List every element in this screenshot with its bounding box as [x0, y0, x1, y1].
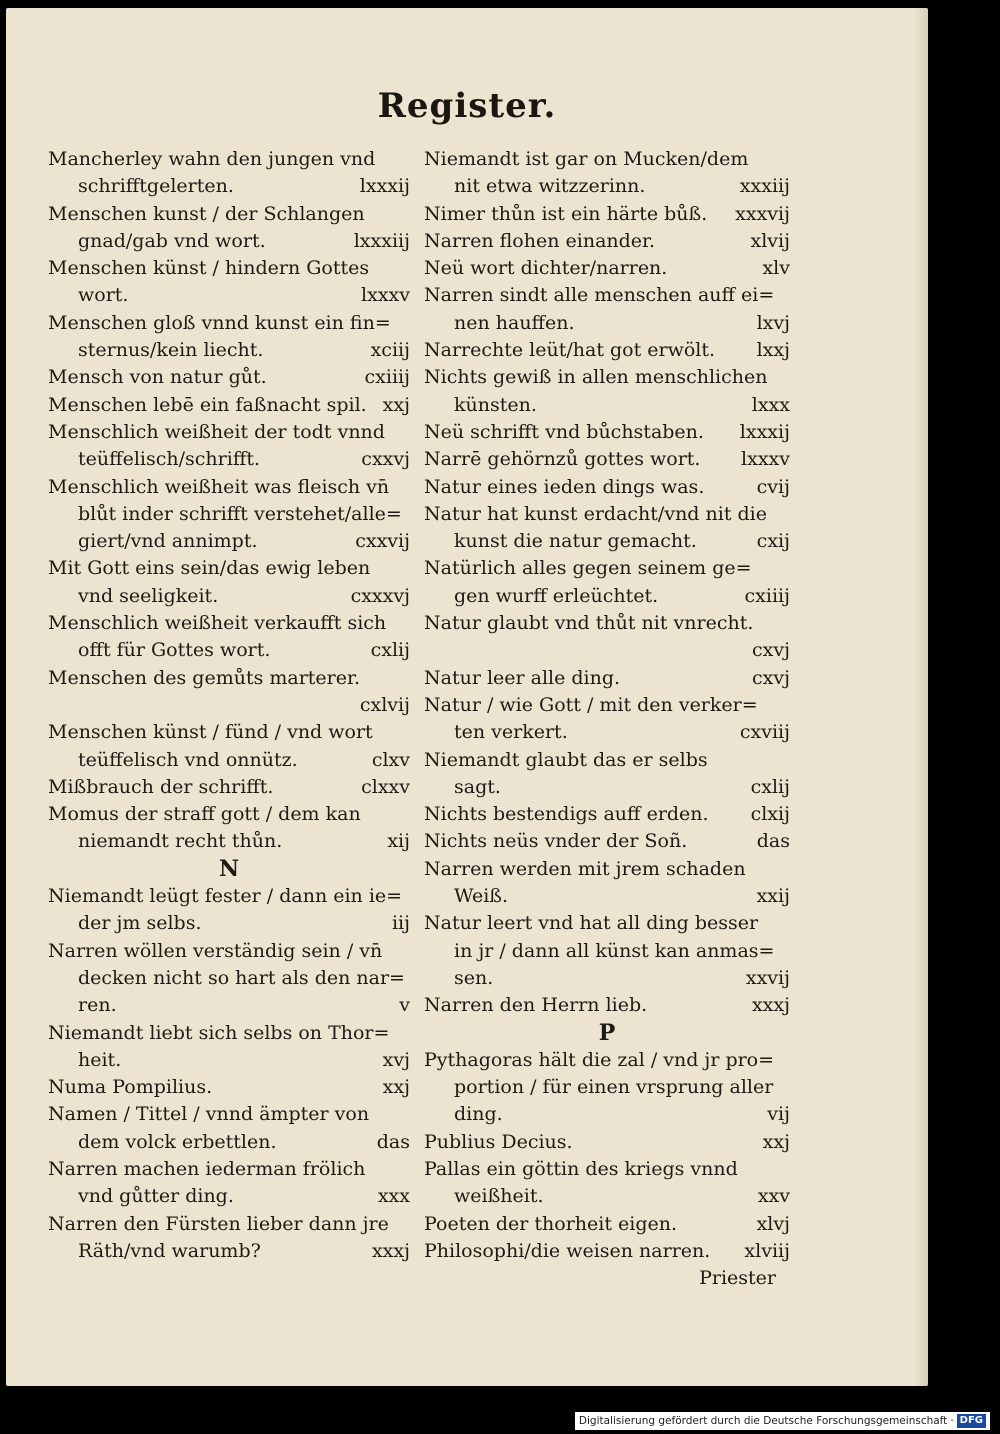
entry-text: Niemandt leügt fester / dann ein ie=: [48, 885, 403, 908]
book-page: [6, 8, 928, 1386]
folio-number: clxxv: [361, 775, 410, 798]
entry-text: Philosophi/die weisen narren.: [424, 1239, 711, 1262]
folio-number: lxxxij: [359, 175, 410, 198]
register-entry: [424, 337, 790, 364]
entry-text: vnd gůtter ding.: [78, 1185, 234, 1208]
register-entry: [424, 637, 790, 664]
folio-number: lxxxiij: [353, 229, 410, 252]
register-entry: [48, 173, 410, 200]
register-entry: [424, 1238, 790, 1265]
register-entry: [48, 747, 410, 774]
entry-text: ren.: [78, 994, 117, 1017]
register-entry: [424, 146, 790, 173]
register-entry: [48, 1183, 410, 1210]
entry-text: offt für Gottes wort.: [78, 639, 271, 662]
entry-text: Menschen künst / fünd / vnd wort: [48, 721, 373, 744]
register-entry: [424, 610, 790, 637]
entry-text: Niemandt liebt sich selbs on Thor=: [48, 1021, 390, 1044]
entry-text: dem volck erbettlen.: [78, 1130, 277, 1153]
register-entry: [424, 501, 790, 528]
register-entry: [424, 910, 790, 937]
folio-number: xxj: [382, 393, 410, 416]
entry-text: Natur hat kunst erdacht/vnd nit die: [424, 502, 767, 525]
folio-number: das: [756, 830, 790, 853]
register-entry: [424, 528, 790, 555]
register-entry: [48, 992, 410, 1019]
entry-text: schrifftgelerten.: [78, 175, 234, 198]
folio-number: xxj: [382, 1076, 410, 1099]
entry-text: Narrē gehörnzů gottes wort.: [424, 448, 701, 471]
entry-text: ten verkert.: [454, 721, 568, 744]
register-entry: [424, 201, 790, 228]
register-entry: [424, 774, 790, 801]
entry-text: Pythagoras hält die zal / vnd jr pro=: [424, 1048, 775, 1071]
folio-number: xxxvij: [735, 202, 790, 225]
register-entry: [48, 965, 410, 992]
folio-number: cxlvij: [359, 693, 410, 716]
entry-text: Pallas ein göttin des kriegs vnnd: [424, 1157, 738, 1180]
folio-number: xxx: [377, 1185, 410, 1208]
entry-text: P: [598, 1019, 616, 1046]
folio-number: lxxxij: [739, 420, 790, 443]
register-entry: [424, 883, 790, 910]
entry-text: weißheit.: [454, 1185, 544, 1208]
register-entry: [48, 637, 410, 664]
entry-text: Räth/vnd warumb?: [78, 1239, 261, 1262]
register-entry: [48, 938, 410, 965]
entry-text: Niemandt glaubt das er selbs: [424, 748, 708, 771]
folio-number: lxxj: [756, 339, 790, 362]
register-entry: [424, 310, 790, 337]
register-entry: [48, 1047, 410, 1074]
folio-number: v: [399, 994, 410, 1017]
folio-number: xxxj: [751, 994, 790, 1017]
entry-text: Menschlich weißheit der todt vnnd: [48, 420, 385, 443]
register-entry: [48, 310, 410, 337]
folio-number: cxxvj: [361, 448, 410, 471]
register-entry: [48, 446, 410, 473]
entry-text: Natur eines ieden dings was.: [424, 475, 705, 498]
entry-text: Narren wöllen verständig sein / vn̄: [48, 939, 383, 962]
entry-text: Narren werden mit jrem schaden: [424, 857, 746, 880]
register-entry: [48, 1211, 410, 1238]
entry-text: Menschen künst / hindern Gottes: [48, 257, 370, 280]
folio-number: vij: [767, 1103, 790, 1126]
register-entry: [424, 1047, 790, 1074]
register-entry: [424, 665, 790, 692]
entry-text: Poeten der thorheit eigen.: [424, 1212, 678, 1235]
entry-text: Menschlich weißheit verkaufft sich: [48, 612, 387, 635]
register-entry: [424, 1074, 790, 1101]
register-entry: [424, 801, 790, 828]
folio-number: xciij: [370, 339, 410, 362]
entry-text: Menschlich weißheit was fleisch vn̄: [48, 475, 390, 498]
entry-text: Momus der straff gott / dem kan: [48, 803, 361, 826]
folio-number: clxij: [750, 803, 790, 826]
entry-text: vnd seeligkeit.: [78, 584, 219, 607]
entry-text: sagt.: [454, 775, 501, 798]
entry-text: Neü schrifft vnd bůchstaben.: [424, 420, 704, 443]
entry-text: der jm selbs.: [78, 912, 202, 935]
section-letter: [424, 1020, 790, 1047]
entry-text: blůt inder schrifft verstehet/alle=: [78, 502, 402, 525]
entry-text: decken nicht so hart als den nar=: [78, 966, 405, 989]
register-entry: [48, 828, 410, 855]
entry-text: künsten.: [454, 393, 537, 416]
register-entry: [424, 1183, 790, 1210]
folio-number: xxvij: [745, 966, 790, 989]
register-entry: [424, 938, 790, 965]
register-entry: [424, 992, 790, 1019]
register-entry: [48, 555, 410, 582]
register-entry: [424, 282, 790, 309]
folio-number: xlvij: [750, 229, 790, 252]
entry-text: Publius Decius.: [424, 1130, 573, 1153]
register-entry: [48, 665, 410, 692]
folio-number: lxxxv: [741, 448, 790, 471]
entry-text: sen.: [454, 966, 494, 989]
entry-text: Natur leer alle ding.: [424, 666, 621, 689]
entry-text: Neü wort dichter/narren.: [424, 257, 668, 280]
entry-text: Nichts gewiß in allen menschlichen: [424, 366, 768, 389]
dfg-logo: DFG: [957, 1414, 986, 1428]
entry-text: Natur / wie Gott / mit den verker=: [424, 693, 758, 716]
register-entry: [424, 747, 790, 774]
register-entry: [424, 1129, 790, 1156]
register-entry: [424, 1156, 790, 1183]
footer-credit: Digitalisierung gefördert durch die Deutsche Forschungsgemeinschaft · DFG: [575, 1412, 990, 1430]
page-title: Register.: [377, 86, 557, 126]
entry-text: wort.: [78, 284, 129, 307]
register-entry: [48, 255, 410, 282]
folio-number: cxlij: [750, 775, 790, 798]
register-entry: [48, 228, 410, 255]
entry-text: niemandt recht thůn.: [78, 830, 283, 853]
register-entry: [424, 555, 790, 582]
folio-number: xlvj: [756, 1212, 790, 1235]
entry-text: Menschen des gemůts marterer.: [48, 666, 361, 689]
folio-number: cxvj: [752, 666, 790, 689]
entry-text: Narren den Herrn lieb.: [424, 994, 648, 1017]
entry-text: Mancherley wahn den jungen vnd: [48, 148, 376, 170]
register-entry: [48, 419, 410, 446]
register-entry: [424, 856, 790, 883]
folio-number: cvij: [756, 475, 790, 498]
folio-number: xxxiij: [739, 175, 790, 198]
register-entry: [48, 474, 410, 501]
register-entry: [48, 692, 410, 719]
register-entry: [48, 883, 410, 910]
folio-number: xij: [387, 830, 410, 853]
entry-text: sternus/kein liecht.: [78, 339, 264, 362]
entry-text: Natur glaubt vnd thůt nit vnrecht.: [424, 612, 754, 635]
entry-text: in jr / dann all künst kan anmas=: [454, 939, 775, 962]
folio-number: cxvj: [752, 639, 790, 662]
entry-text: N: [218, 855, 240, 882]
register-entry: [48, 337, 410, 364]
register-entry: [424, 173, 790, 200]
register-column-left: [48, 146, 410, 1265]
register-entry: [424, 719, 790, 746]
folio-number: cxlij: [370, 639, 410, 662]
catchword: [424, 1265, 790, 1292]
entry-text: Mensch von natur gůt.: [48, 366, 267, 389]
register-entry: [424, 364, 790, 391]
entry-text: Niemandt ist gar on Mucken/dem: [424, 148, 749, 170]
entry-text: Narren sindt alle menschen auff ei=: [424, 284, 775, 307]
register-entry: [424, 583, 790, 610]
entry-text: Narren machen iederman frölich: [48, 1157, 366, 1180]
register-entry: [48, 392, 410, 419]
register-entry: [424, 1101, 790, 1128]
entry-text: Menschen gloß vnnd kunst ein fin=: [48, 311, 391, 334]
folio-number: cxiiij: [744, 584, 790, 607]
register-entry: [48, 1074, 410, 1101]
entry-text: gnad/gab vnd wort.: [78, 229, 266, 252]
register-entry: [48, 364, 410, 391]
register-column-right: [424, 146, 790, 1292]
folio-number: cxxvij: [355, 530, 410, 553]
entry-text: Numa Pompilius.: [48, 1076, 213, 1099]
entry-text: teüffelisch/schrifft.: [78, 448, 261, 471]
register-entry: [48, 501, 410, 528]
footer-text: Digitalisierung gefördert durch die Deutsche Forschungsgemeinschaft: [578, 1415, 948, 1427]
folio-number: xxv: [757, 1185, 790, 1208]
register-entry: [424, 419, 790, 446]
register-entry: [48, 1101, 410, 1128]
folio-number: das: [376, 1130, 410, 1153]
entry-text: ding.: [454, 1103, 503, 1126]
entry-text: gen wurff erleüchtet.: [454, 584, 659, 607]
register-entry: [424, 228, 790, 255]
entry-text: portion / für einen vrsprung aller: [454, 1076, 774, 1099]
register-entry: [48, 528, 410, 555]
entry-text: Nichts bestendigs auff erden.: [424, 803, 709, 826]
entry-text: Mißbrauch der schrifft.: [48, 775, 274, 798]
register-entry: [424, 446, 790, 473]
register-entry: [424, 965, 790, 992]
register-entry: [48, 201, 410, 228]
entry-text: giert/vnd annimpt.: [78, 530, 258, 553]
section-letter: [48, 856, 410, 883]
register-entry: [48, 801, 410, 828]
folio-number: clxv: [371, 748, 410, 771]
entry-text: Narren flohen einander.: [424, 229, 656, 252]
register-entry: [48, 1238, 410, 1265]
entry-text: Natur leert vnd hat all ding besser: [424, 912, 759, 935]
register-entry: [48, 1156, 410, 1183]
entry-text: Nichts neüs vnder der Soñ.: [424, 830, 688, 853]
entry-text: nit etwa witzzerinn.: [454, 175, 646, 198]
entry-text: Menschen lebē ein faßnacht spil.: [48, 393, 367, 416]
folio-number: xxij: [756, 885, 790, 908]
folio-number: cxiiij: [364, 366, 410, 389]
entry-text: Nimer thůn ist ein härte bůß.: [424, 202, 708, 225]
folio-number: cxij: [756, 530, 790, 553]
register-entry: [48, 1129, 410, 1156]
entry-text: heit.: [78, 1048, 122, 1071]
register-entry: [48, 1020, 410, 1047]
register-entry: [424, 255, 790, 282]
register-entry: [48, 282, 410, 309]
register-entry: [48, 910, 410, 937]
entry-text: Priester: [699, 1267, 776, 1290]
folio-number: iij: [391, 912, 410, 935]
entry-text: Mit Gott eins sein/das ewig leben: [48, 557, 371, 580]
entry-text: Narren den Fürsten lieber dann jre: [48, 1212, 389, 1235]
entry-text: teüffelisch vnd onnütz.: [78, 748, 298, 771]
folio-number: xvj: [382, 1048, 410, 1071]
entry-text: Menschen kunst / der Schlangen: [48, 202, 365, 225]
folio-number: xlviij: [744, 1239, 790, 1262]
folio-number: lxxx: [751, 393, 790, 416]
folio-number: cxxxvj: [350, 584, 410, 607]
register-entry: [48, 146, 410, 173]
register-entry: [48, 610, 410, 637]
register-entry: [424, 692, 790, 719]
folio-number: xlv: [762, 257, 790, 280]
register-entry: [48, 583, 410, 610]
register-entry: [424, 392, 790, 419]
register-entry: [48, 774, 410, 801]
entry-text: kunst die natur gemacht.: [454, 530, 697, 553]
register-entry: [424, 474, 790, 501]
entry-text: Natürlich alles gegen seinem ge=: [424, 557, 752, 580]
register-entry: [424, 1211, 790, 1238]
folio-number: xxxj: [371, 1239, 410, 1262]
register-entry: [48, 719, 410, 746]
folio-number: lxvj: [756, 311, 790, 334]
folio-number: xxj: [762, 1130, 790, 1153]
folio-number: lxxxv: [361, 284, 410, 307]
entry-text: Namen / Tittel / vnnd ämpter von: [48, 1103, 370, 1126]
entry-text: Weiß.: [454, 885, 509, 908]
folio-number: cxviij: [739, 721, 790, 744]
entry-text: Narrechte leüt/hat got erwölt.: [424, 339, 716, 362]
register-entry: [424, 828, 790, 855]
entry-text: nen hauffen.: [454, 311, 575, 334]
